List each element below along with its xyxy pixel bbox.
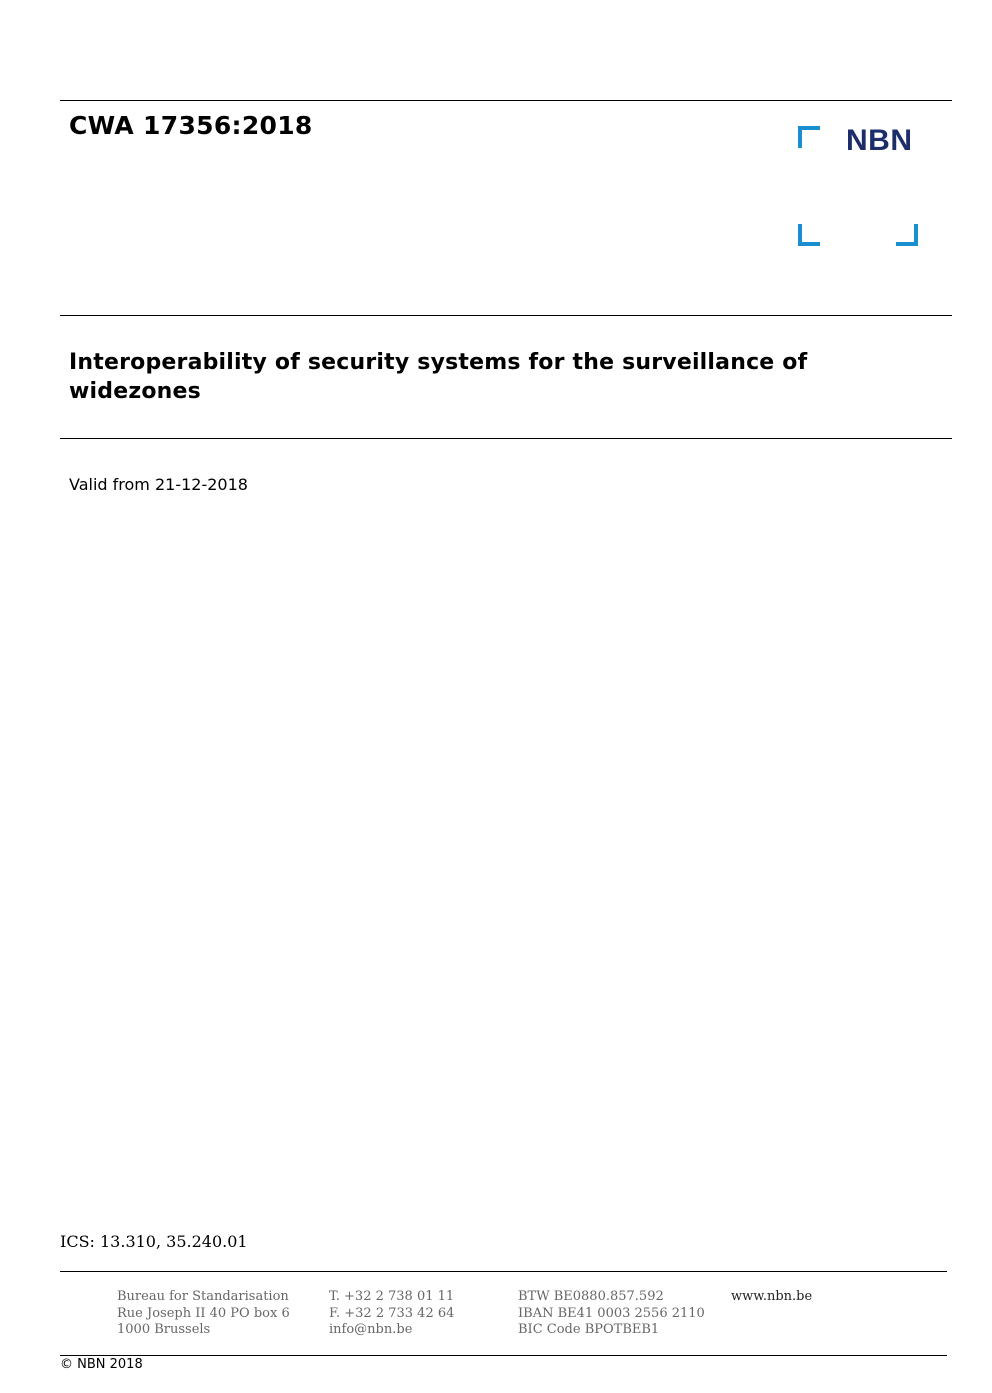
footer-address-line: Bureau for Standarisation [117,1289,289,1304]
footer-address [117,1289,290,1339]
footer-address-line: 1000 Brussels [117,1322,211,1337]
logo-corner-top-left [798,126,820,148]
header-bottom-rule [60,315,952,316]
footer-iban: IBAN BE41 0003 2556 2110 [518,1305,705,1321]
footer-address-line: Rue Joseph II 40 PO box 6 [117,1305,290,1321]
document-title: Interoperability of security systems for the surveillance of widezones [69,350,808,404]
validity-date: Valid from 21-12-2018 [69,475,248,494]
footer-bank-details [518,1289,705,1339]
header-top-rule [60,100,952,101]
footer-contact [329,1289,454,1339]
logo-text: NBN [846,124,913,157]
footer-website-link[interactable]: www.nbn.be [731,1289,813,1304]
footer-fax: F. +32 2 733 42 64 [329,1305,455,1321]
footer-top-rule [60,1271,947,1272]
nbn-logo [796,124,922,248]
logo-corner-bottom-right [896,224,918,246]
footer-phone: T. +32 2 738 01 11 [329,1289,455,1304]
footer-email-link[interactable]: info@nbn.be [329,1322,413,1337]
footer-website [731,1289,812,1306]
copyright-notice: © NBN 2018 [60,1357,143,1372]
footer-bic: BIC Code BPOTBEB1 [518,1322,660,1337]
ics-codes: ICS: 13.310, 35.240.01 [60,1232,248,1251]
footer-vat: BTW BE0880.857.592 [518,1289,664,1304]
logo-corner-bottom-left [798,224,820,246]
document-code: CWA 17356:2018 [69,111,313,140]
footer-bottom-rule [60,1355,947,1356]
title-bottom-rule [60,438,952,439]
